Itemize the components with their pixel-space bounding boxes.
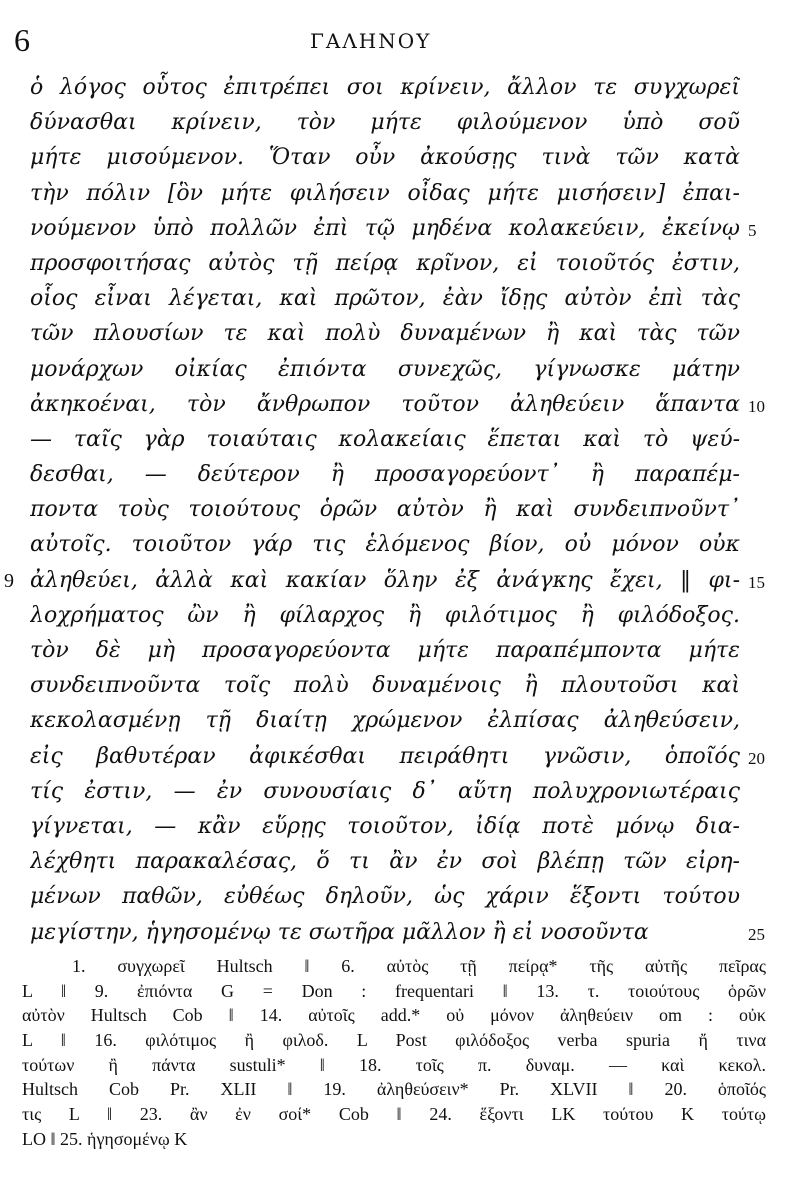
line-text: γίγνεται, — κἂν εὕρῃς τοιοῦτον, ἰδίᾳ ποτὲ μόνῳ δια- — [30, 813, 740, 839]
line-text: — ταῖς γὰρ τοιαύταις κολακείαις ἕπεται καὶ τὸ ψεύ- — [30, 426, 740, 452]
apparatus-line: L ‖ 9. ἐπιόντα G = Don : frequentari ‖ 13. τ. τοιούτους ὁρῶν — [22, 980, 766, 1001]
text-line — [0, 281, 800, 316]
text-line — [0, 422, 800, 457]
line-text: λοχρήματος ὢν ἢ φίλαρχος ἢ φιλότιμος ἢ φιλόδοξος. — [30, 602, 740, 628]
apparatus-line: Hultsch Cob Pr. XLII ‖ 19. ἀληθεύσειν* Pr. XLVII ‖ 20. ὁποῖός — [22, 1079, 766, 1100]
line-text: δεσθαι, — δεύτερον ἢ προσαγορεύοντ᾽ ἢ παραπέμ- — [30, 462, 740, 488]
line-number: 5 — [748, 220, 757, 240]
line-number: 15 — [748, 572, 765, 592]
text-line — [0, 140, 800, 175]
apparatus-line: LO ‖ 25. ἡγησομένῳ K — [22, 1128, 188, 1149]
line-text: τίς ἐστιν, — ἐν συνουσίαις δ᾽ αὕτη πολυχρονιωτέραις — [30, 778, 740, 804]
page-number: 6 — [14, 22, 30, 58]
line-text: μονάρχων οἰκίας ἐπιόντα συνεχῶς, γίγνωσκε μάτην — [30, 356, 740, 382]
apparatus-line: τις L ‖ 23. ἂν ἐν σοί* Cob ‖ 24. ἕξοντι LK τούτου K τούτῳ — [22, 1104, 766, 1125]
line-text: εἰς βαθυτέραν ἀφικέσθαι πειράθητι γνῶσιν, ὁποῖός — [30, 743, 740, 769]
margin-page-reference: 9 — [4, 569, 14, 592]
text-line — [0, 563, 800, 598]
line-text: ὁ λόγος οὗτος ἐπιτρέπει σοι κρίνειν, ἄλλον τε συγχωρεῖ — [30, 75, 740, 100]
line-text: κεκολασμένῃ τῇ διαίτῃ χρώμενον ἐλπίσας ἀληθεύσειν, — [30, 708, 740, 734]
line-text: τὸν δὲ μὴ προσαγορεύοντα μήτε παραπέμποντα μήτε — [30, 638, 740, 663]
text-line — [0, 105, 800, 140]
main-text — [0, 70, 800, 950]
apparatus-line: L ‖ 16. φιλότιμος ἢ φιλοδ. L Post φιλόδοξος verba spuria ἤ τινα — [22, 1030, 766, 1051]
text-line — [0, 457, 800, 492]
line-text: προσφοιτήσας αὐτὸς τῇ πείρᾳ κρῖνον, εἰ τοιοῦτός ἐστιν, — [30, 250, 740, 276]
text-line — [0, 527, 800, 562]
text-line — [0, 211, 800, 246]
text-line — [0, 492, 800, 527]
text-line — [0, 70, 800, 105]
apparatus-line: τούτων ἢ πάντα sustuli* ‖ 18. τοῖς π. δυναμ. — καὶ κεκολ. — [22, 1054, 766, 1075]
text-line — [0, 352, 800, 387]
line-number: 25 — [748, 924, 765, 944]
text-line — [0, 774, 800, 809]
apparatus-line: 1. συγχωρεῖ Hultsch ‖ 6. αὐτὸς τῇ πείρᾳ* τῆς αὐτῆς πεῖρας — [72, 956, 766, 976]
critical-apparatus — [22, 954, 766, 1152]
line-text: μένων παθῶν, εὐθέως δηλοῦν, ὡς χάριν ἕξοντι τούτου — [30, 884, 740, 910]
text-line — [0, 246, 800, 281]
line-text: αὐτοῖς. τοιοῦτον γάρ τις ἑλόμενος βίον, οὐ μόνον οὐκ — [30, 532, 740, 558]
text-line — [0, 598, 800, 633]
line-text: λέχθητι παρακαλέσας, ὅ τι ἂν ἐν σοὶ βλέπῃ τῶν εἰρη- — [30, 849, 740, 875]
line-text: μήτε μισούμενον. Ὅταν οὖν ἀκούσῃς τινὰ τῶν κατὰ — [30, 145, 740, 171]
text-line — [0, 633, 800, 668]
line-text: τῶν πλουσίων τε καὶ πολὺ δυναμένων ἢ καὶ τὰς τῶν — [30, 321, 740, 347]
text-line — [0, 739, 800, 774]
line-text: τὴν πόλιν [ὃν μήτε φιλήσειν οἶδας μήτε μισήσειν] ἐπαι- — [30, 180, 740, 206]
line-text: ποντα τοὺς τοιούτους ὁρῶν αὐτὸν ἢ καὶ συνδειπνοῦντ᾽ — [30, 497, 740, 523]
text-line — [0, 879, 800, 914]
line-text: μεγίστην, ἡγησομένῳ τε σωτῆρα μᾶλλον ἢ εἰ νοσοῦντα — [30, 919, 649, 945]
text-line — [0, 915, 800, 950]
text-line — [0, 844, 800, 879]
line-number: 20 — [748, 748, 765, 768]
line-text: οἷος εἶναι λέγεται, καὶ πρῶτον, ἐὰν ἴδῃς αὐτὸν ἐπὶ τὰς — [30, 286, 740, 312]
line-text: ἀληθεύει, ἀλλὰ καὶ κακίαν ὅλην ἐξ ἀνάγκης ἔχει, ‖ φι- — [30, 567, 740, 593]
running-head: ΓΑΛΗΝΟΥ — [310, 29, 432, 53]
line-text: δύνασθαι κρίνειν, τὸν μήτε φιλούμενον ὑπὸ σοῦ — [30, 110, 740, 136]
text-line — [0, 316, 800, 351]
text-line — [0, 387, 800, 422]
text-line — [0, 668, 800, 703]
line-text: νούμενον ὑπὸ πολλῶν ἐπὶ τῷ μηδένα κολακεύειν, ἐκείνῳ — [30, 215, 740, 241]
apparatus-line: αὐτὸν Hultsch Cob ‖ 14. αὐτοῖς add.* οὐ μόνον ἀληθεύειν om : οὐκ — [22, 1005, 766, 1026]
text-line — [0, 809, 800, 844]
line-number: 10 — [748, 396, 765, 416]
text-line — [0, 703, 800, 738]
line-text: συνδειπνοῦντα τοῖς πολὺ δυναμένοις ἢ πλουτοῦσι καὶ — [30, 673, 740, 699]
text-line — [0, 176, 800, 211]
line-text: ἀκηκοέναι, τὸν ἄνθρωπον τοῦτον ἀληθεύειν ἅπαντα — [30, 391, 740, 417]
